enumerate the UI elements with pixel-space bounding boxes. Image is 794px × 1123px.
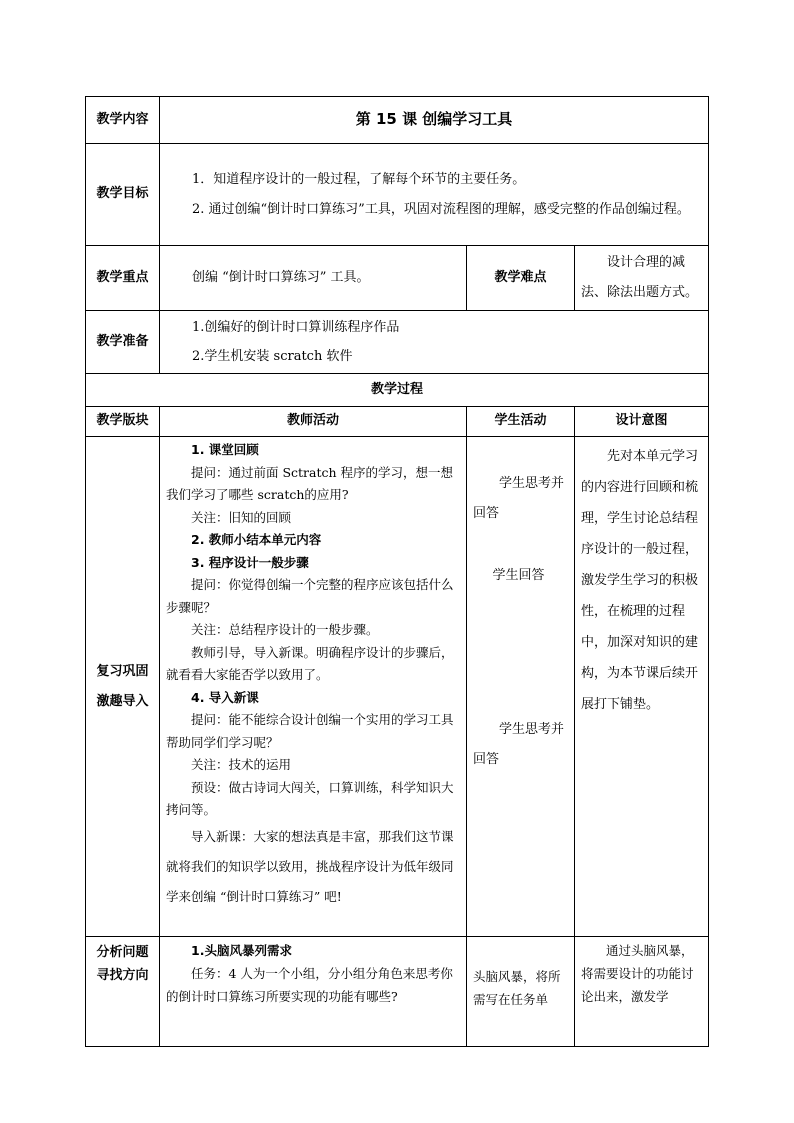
row-content (86, 97, 709, 144)
goal-1: 1．知道程序设计的一般过程，了解每个环节的主要任务。 (192, 171, 526, 187)
s2: 学生回答 (492, 568, 545, 583)
key-label: 教学重点 (86, 246, 160, 311)
difficulty-text: 设计合理的减法、除法出题方式。 (581, 255, 699, 300)
goal-cell (160, 144, 709, 246)
section2-module (86, 937, 160, 1047)
prep-cell (160, 311, 709, 374)
t3-guide: 教师引导，导入新课。明确程序设计的步骤后，就看看大家能否学以致用了。 (166, 644, 454, 682)
difficulty-label: 教学难点 (467, 246, 575, 311)
t4-question: 提问：能不能综合设计创编一个实用的学习工具帮助同学们学习呢？ (166, 712, 454, 750)
content-label: 教学内容 (86, 97, 160, 144)
section2-head: 1.头脑风暴列需求 (191, 943, 292, 958)
row-section-1 (86, 437, 709, 937)
row-section-2 (86, 937, 709, 1047)
difficulty-cell (575, 246, 709, 311)
lesson-plan-page (85, 96, 708, 1047)
col-module: 教学版块 (86, 407, 160, 437)
row-column-headers (86, 407, 709, 437)
section1-module-line1: 复习巩固 (96, 663, 149, 679)
goal-2: 2. 通过创编“倒计时口算练习”工具，巩固对流程图的理解，感受完整的作品创编过程。 (192, 201, 690, 217)
section1-student (467, 437, 575, 937)
process-label: 教学过程 (86, 374, 709, 407)
s1: 学生思考并回答 (473, 476, 565, 521)
lesson-title: 第 15 课 创编学习工具 (160, 97, 709, 144)
key-text: 创编 “倒计时口算练习” 工具。 (192, 269, 370, 285)
goal-label: 教学目标 (86, 144, 160, 246)
prep-1: 1.创编好的倒计时口算训练程序作品 (192, 320, 400, 335)
t4-preset: 预设：做古诗词大闯关，口算训练，科学知识大拷问等。 (166, 779, 454, 817)
section2-task: 任务：4 人为一个小组，分小组分角色来思考你的倒计时口算练习所要实现的功能有哪些? (166, 966, 453, 1004)
section2-student (467, 937, 575, 1047)
section2-design (575, 937, 709, 1047)
section1-design (575, 437, 709, 937)
t4-focus: 关注：技术的运用 (191, 757, 292, 772)
t1-focus: 关注：旧知的回顾 (191, 509, 292, 525)
t1-head: 1. 课堂回顾 (191, 442, 259, 457)
prep-2: 2.学生机安装 scratch 软件 (192, 349, 353, 364)
prep-label: 教学准备 (86, 311, 160, 374)
key-cell (160, 246, 467, 311)
col-student: 学生活动 (467, 407, 575, 437)
row-prep (86, 311, 709, 374)
section2-module-line1: 分析问题 (96, 945, 149, 960)
lesson-plan-table (85, 96, 709, 1047)
t1-question: 提问：通过前面 Sctratch 程序的学习，想一想我们学习了哪些 scratch的应用? (166, 464, 454, 502)
t2-head: 2. 教师小结本单元内容 (191, 532, 322, 547)
row-goals (86, 144, 709, 246)
col-teacher: 教师活动 (160, 407, 467, 437)
section1-module (86, 437, 160, 937)
t3-focus: 关注：总结程序设计的一般步骤。 (191, 622, 379, 637)
t4-new-lesson: 导入新课：大家的想法真是丰富，那我们这节课就将我们的知识学以致用，挑战程序设计为低年级同学来创编 “倒计时口算练习” 吧! (166, 828, 454, 904)
s3: 学生思考并回答 (473, 722, 565, 767)
section2-module-line2: 寻找方向 (96, 968, 149, 983)
section1-design-text: 先对本单元学习的内容进行回顾和梳理，学生讨论总结程序设计的一般过程，激发学生学习的积极性，在梳理的过程中，加深对知识的建构，为本节课后续开展打下铺垫。 (581, 449, 699, 712)
section2-design-text: 通过头脑风暴，将需要设计的功能讨论出来，激发学 (581, 943, 694, 1004)
section2-teacher (160, 937, 467, 1047)
row-process (86, 374, 709, 407)
t3-question: 提问：你觉得创编一个完整的程序应该包括什么步骤呢？ (166, 577, 454, 615)
col-design: 设计意图 (575, 407, 709, 437)
section1-module-line2: 激趣导入 (96, 693, 149, 709)
t4-head: 4. 导入新课 (191, 689, 259, 705)
row-key-difficulty (86, 246, 709, 311)
t3-head: 3. 程序设计一般步骤 (191, 554, 309, 570)
section2-student-text: 头脑风暴，将所需写在任务单 (473, 969, 561, 1007)
section1-teacher (160, 437, 467, 937)
